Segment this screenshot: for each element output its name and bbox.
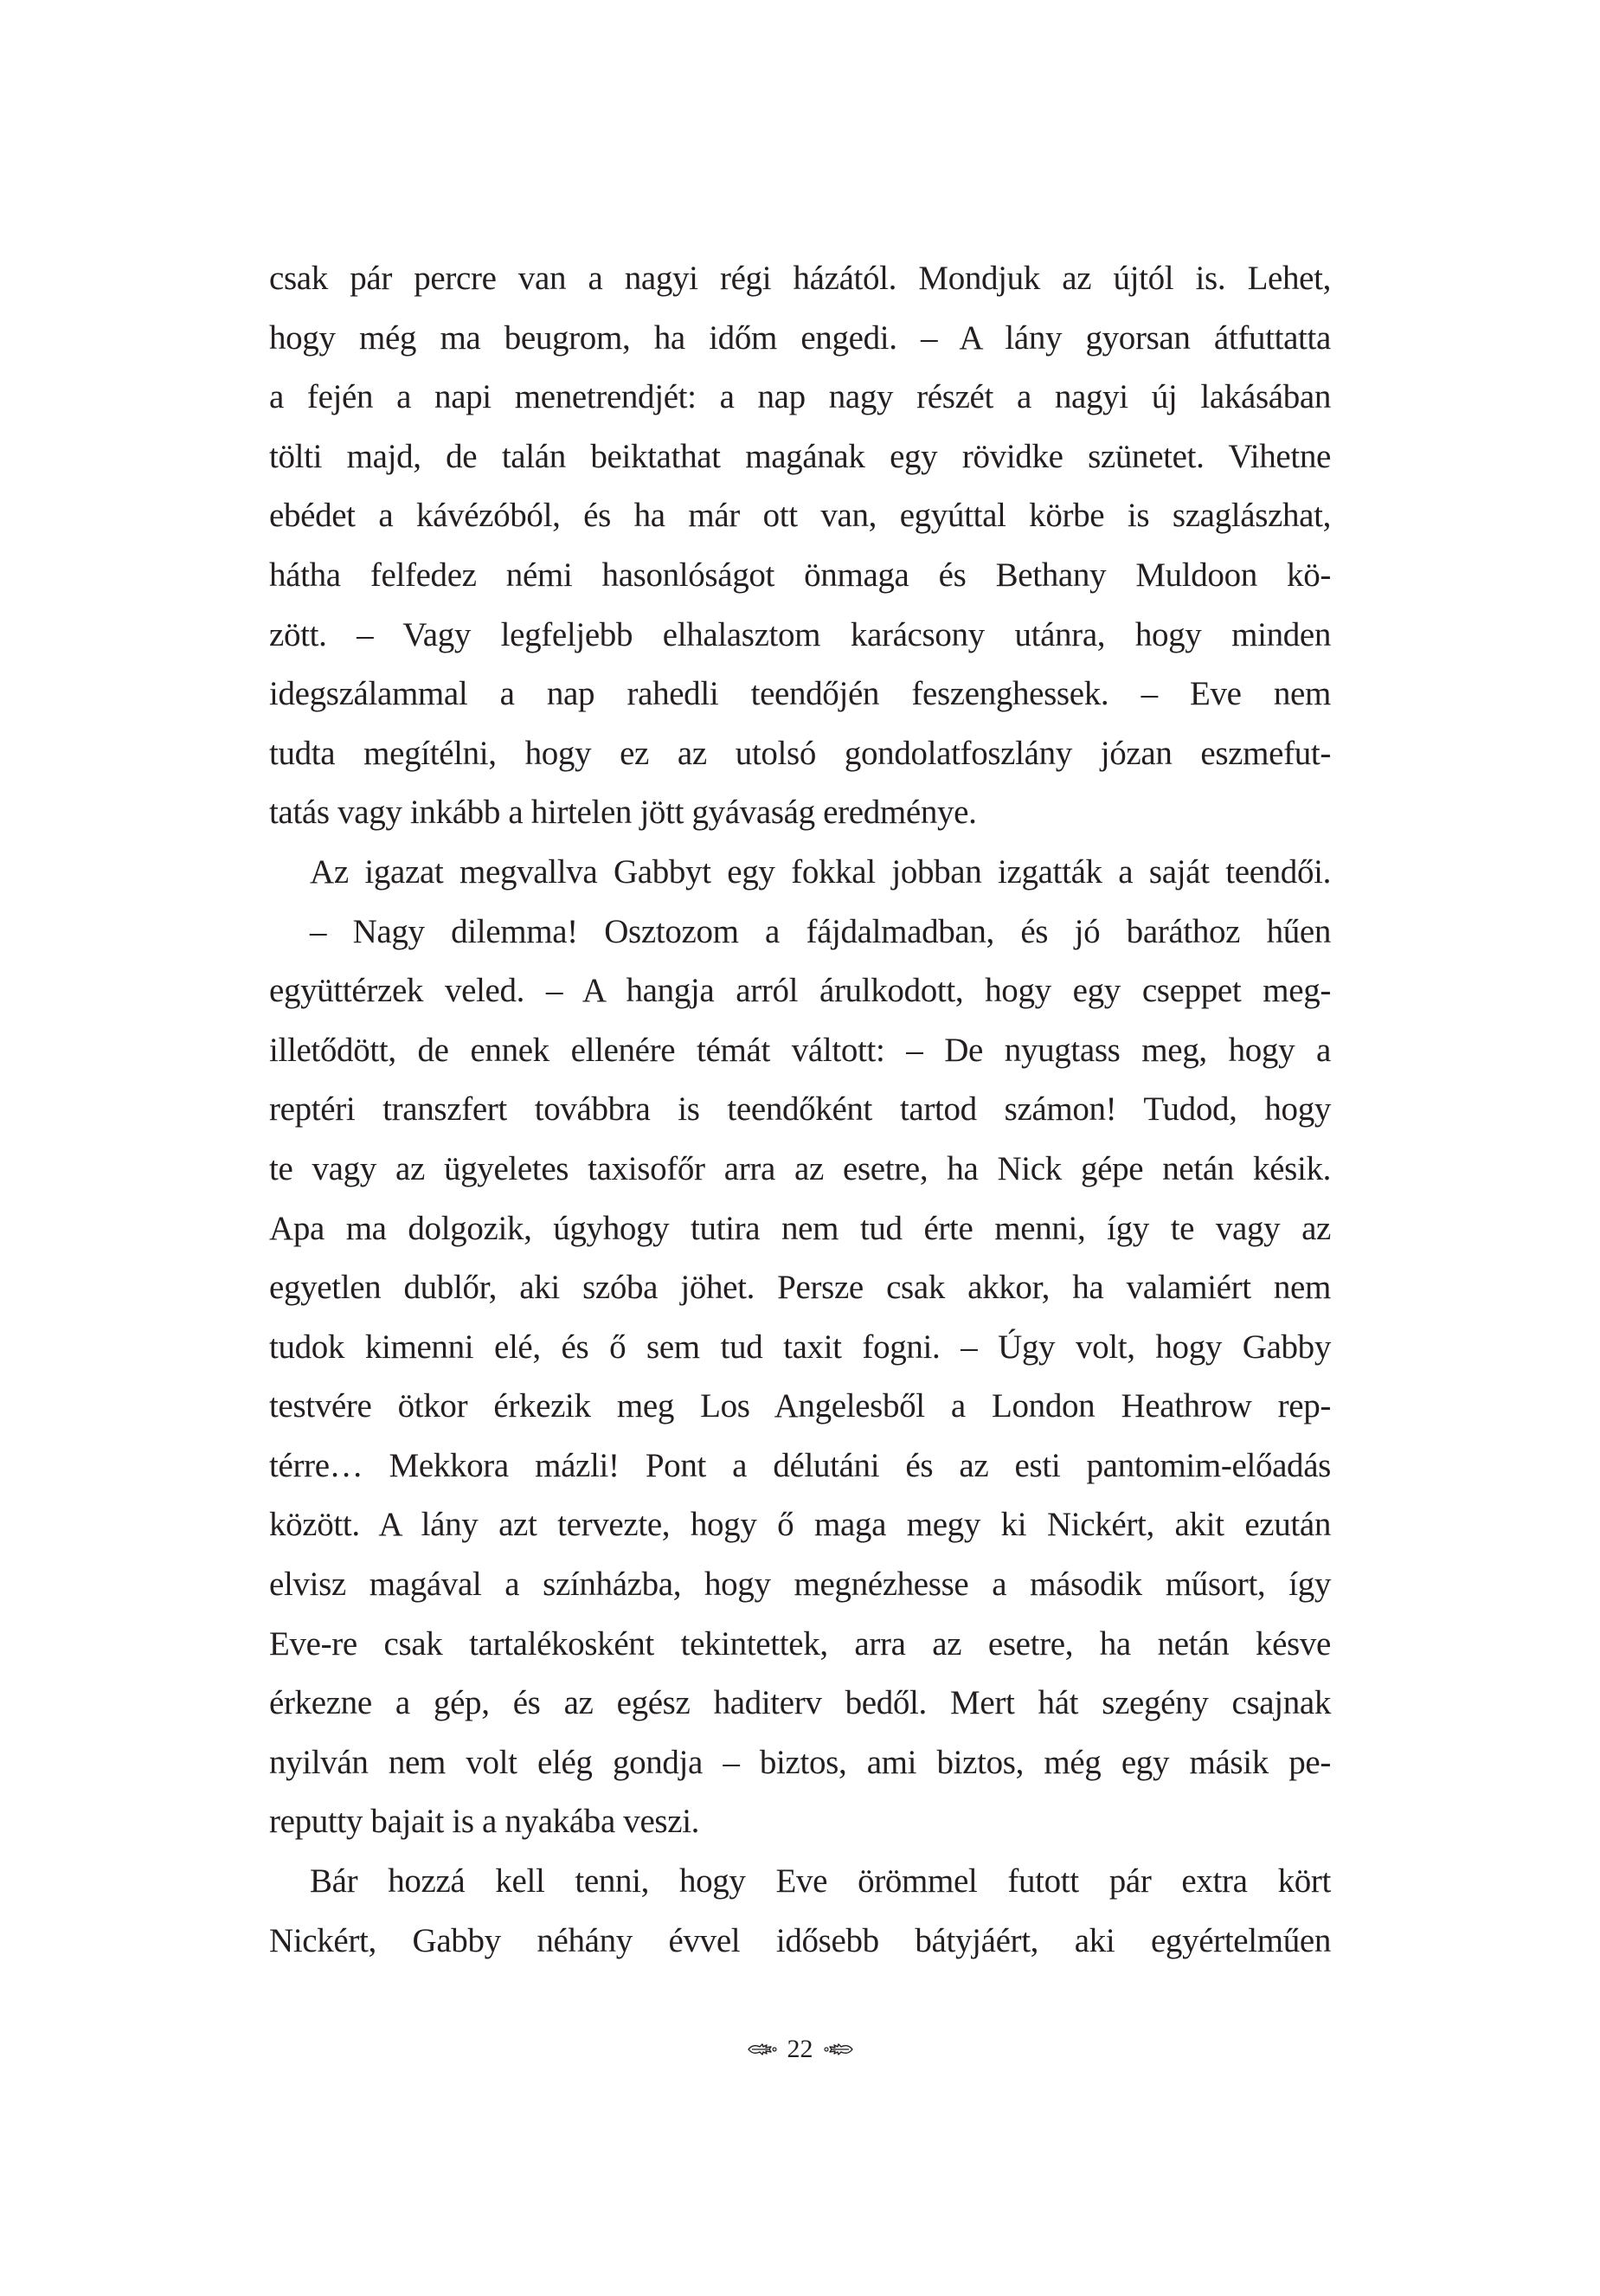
text-line: csak pár percre van a nagyi régi házától. Mondjuk az újtól is. Lehet, <box>269 260 1331 297</box>
text-line: érkezne a gép, és az egész haditerv bedől. Mert hát szegény csajnak <box>269 1684 1331 1722</box>
page-number-footer <box>0 2030 1600 2068</box>
text-line: tölti majd, de talán beiktathat magának egy rövidke szünetet. Vihetne <box>269 437 1331 475</box>
text-line: térre… Mekkora mázli! Pont a délutáni és az esti pantomim-előadás <box>269 1446 1331 1484</box>
paragraph <box>269 903 1331 1853</box>
text-line: elvisz magával a színházba, hogy megnézhesse a második műsort, így <box>269 1566 1331 1604</box>
text-line: idegszálammal a nap rahedli teendőjén feszenghessek. – Eve nem <box>269 675 1331 713</box>
text-line: te vagy az ügyeletes taxisofőr arra az esetre, ha Nick gépe netán késik. <box>269 1149 1331 1187</box>
paragraph <box>269 843 1331 903</box>
paragraph <box>269 1852 1331 1971</box>
text-line: – Nagy dilemma! Osztozom a fájdalmadban, és jó baráthoz hűen <box>310 912 1331 950</box>
fleuron-left-icon <box>748 2042 779 2056</box>
text-line: illetődött, de ennek ellenére témát váltott: – De nyugtass meg, hogy a <box>269 1031 1331 1069</box>
text-line: között. A lány azt tervezte, hogy ő maga megy ki Nickért, akit ezután <box>269 1506 1331 1544</box>
text-line: Nickért, Gabby néhány évvel idősebb bátyjáért, aki egyértelműen <box>269 1921 1331 1959</box>
body-text <box>269 249 1331 1971</box>
text-line: Apa ma dolgozik, úgyhogy tutira nem tud érte menni, így te vagy az <box>269 1209 1331 1247</box>
text-line: reputty bajait is a nyakába veszi. <box>269 1803 700 1841</box>
text-line: tudok kimenni elé, és ő sem tud taxit fogni. – Úgy volt, hogy Gabby <box>269 1328 1331 1366</box>
text-line: egyetlen dublőr, aki szóba jöhet. Persze csak akkor, ha valamiért nem <box>269 1269 1331 1307</box>
text-line: zött. – Vagy legfeljebb elhalasztom karácsony utánra, hogy minden <box>269 615 1331 653</box>
text-line: hogy még ma beugrom, ha időm engedi. – A lány gyorsan átfuttatta <box>269 318 1331 357</box>
text-line: reptéri transzfert továbbra is teendőként tartod számon! Tudod, hogy <box>269 1090 1331 1129</box>
text-line: tatás vagy inkább a hirtelen jött gyávaság eredménye. <box>269 794 977 832</box>
text-line: ebédet a kávézóból, és ha már ott van, egyúttal körbe is szaglászhat, <box>269 497 1331 535</box>
paragraph <box>269 249 1331 843</box>
text-line: Eve-re csak tartalékosként tekintettek, arra az esetre, ha netán késve <box>269 1624 1331 1663</box>
text-line: a fején a napi menetrendjét: a nap nagy részét a nagyi új lakásában <box>269 378 1331 416</box>
text-line: nyilván nem volt elég gondja – biztos, ami biztos, még egy másik pe- <box>269 1743 1331 1781</box>
text-line: Bár hozzá kell tenni, hogy Eve örömmel futott pár extra kört <box>310 1862 1331 1900</box>
page-number: 22 <box>787 2035 813 2063</box>
text-line: hátha felfedez némi hasonlóságot önmaga és Bethany Muldoon kö- <box>269 556 1331 594</box>
fleuron-right-icon <box>822 2042 853 2056</box>
text-line: Az igazat megvallva Gabbyt egy fokkal jobban izgatták a saját teendői. <box>310 852 1331 891</box>
text-line: együttérzek veled. – A hangja arról árulkodott, hogy egy cseppet meg- <box>269 972 1331 1010</box>
text-line: testvére ötkor érkezik meg Los Angelesből a London Heathrow rep- <box>269 1387 1331 1425</box>
text-line: tudta megítélni, hogy ez az utolsó gondolatfoszlány józan eszmefut- <box>269 734 1331 772</box>
